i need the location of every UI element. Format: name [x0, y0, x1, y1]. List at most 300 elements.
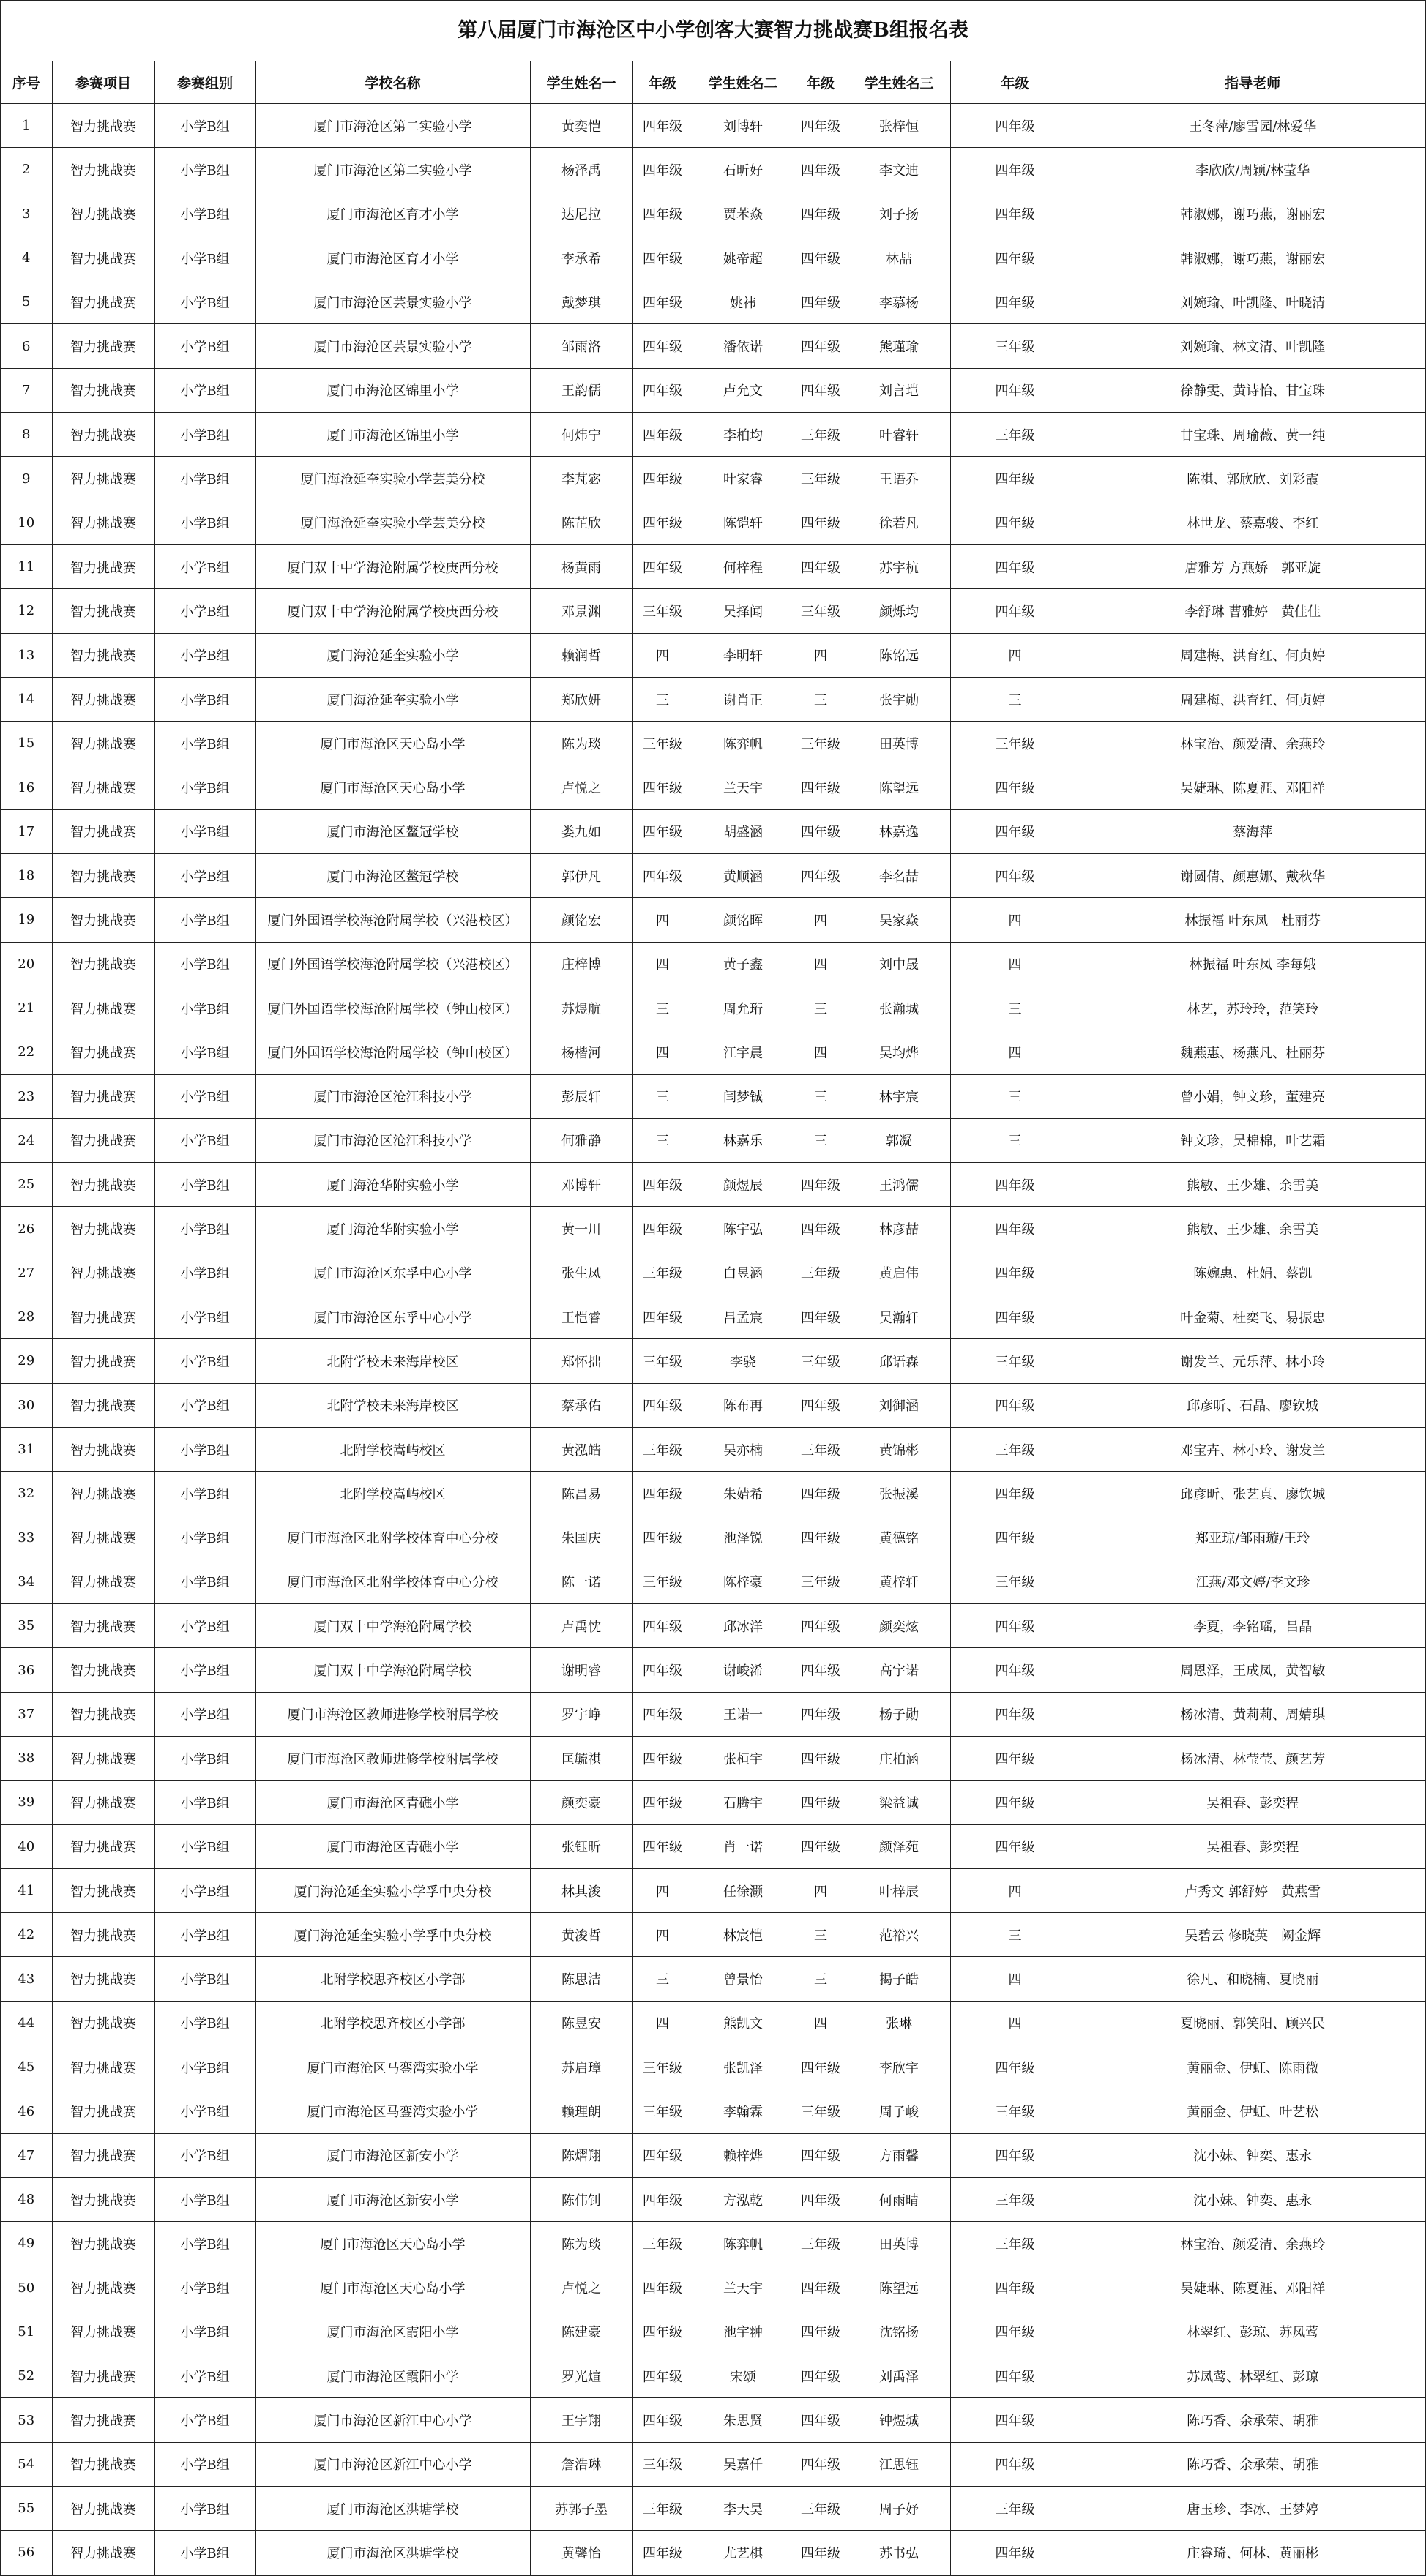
group-cell: 小学B组	[154, 722, 255, 765]
grade-1-cell: 四年级	[632, 104, 693, 148]
group-cell: 小学B组	[154, 2354, 255, 2398]
group-cell: 小学B组	[154, 2531, 255, 2575]
student-3-cell: 林喆	[848, 236, 950, 280]
group-cell: 小学B组	[154, 854, 255, 898]
advisors-cell: 黄丽金、伊虹、陈雨微	[1080, 2045, 1425, 2089]
grade-3-cell: 四年级	[950, 1472, 1080, 1516]
grade-3-cell: 四	[950, 942, 1080, 986]
grade-1-cell: 三年级	[632, 2045, 693, 2089]
school-cell: 北附学校未来海岸校区	[255, 1339, 530, 1383]
advisors-cell: 郑亚琼/邹雨璇/王玲	[1080, 1516, 1425, 1560]
table-row	[1, 2354, 1425, 2398]
group-cell: 小学B组	[154, 1824, 255, 1868]
table-row	[1, 854, 1425, 898]
student-3-cell: 杨子勋	[848, 1692, 950, 1736]
grade-1-cell: 四年级	[632, 854, 693, 898]
student-1-cell: 罗宇峥	[530, 1692, 632, 1736]
student-1-cell: 邓博轩	[530, 1163, 632, 1207]
row-index: 4	[1, 236, 52, 280]
group-cell: 小学B组	[154, 1163, 255, 1207]
grade-1-cell: 四年级	[632, 236, 693, 280]
grade-1-cell: 四	[632, 1913, 693, 1957]
group-cell: 小学B组	[154, 1030, 255, 1074]
advisors-cell: 谢发兰、元乐萍、林小玲	[1080, 1339, 1425, 1383]
row-index: 39	[1, 1781, 52, 1824]
advisors-cell: 周恩泽，王成凤，黄智敏	[1080, 1648, 1425, 1692]
table-row	[1, 1692, 1425, 1736]
student-1-cell: 卢悦之	[530, 2266, 632, 2310]
event-cell: 智力挑战赛	[52, 854, 154, 898]
student-2-cell: 卢允文	[693, 368, 794, 412]
row-index: 13	[1, 633, 52, 677]
row-index: 49	[1, 2222, 52, 2266]
grade-2-cell: 三	[794, 986, 848, 1030]
event-cell: 智力挑战赛	[52, 2045, 154, 2089]
row-index: 18	[1, 854, 52, 898]
student-2-cell: 贾苯焱	[693, 192, 794, 236]
grade-3-cell: 三年级	[950, 2222, 1080, 2266]
row-index: 9	[1, 457, 52, 501]
student-1-cell: 达尼拉	[530, 192, 632, 236]
grade-1-cell: 四年级	[632, 2177, 693, 2221]
grade-2-cell: 四年级	[794, 2398, 848, 2442]
grade-2-cell: 四年级	[794, 236, 848, 280]
student-2-cell: 何梓程	[693, 544, 794, 588]
student-3-cell: 颜烁均	[848, 589, 950, 633]
advisors-cell: 刘婉瑜、叶凯隆、叶晓清	[1080, 280, 1425, 324]
school-cell: 厦门市海沧区东孚中心小学	[255, 1251, 530, 1295]
event-cell: 智力挑战赛	[52, 2001, 154, 2045]
advisors-cell: 唐玉珍、李冰、王梦婷	[1080, 2487, 1425, 2531]
grade-2-cell: 四年级	[794, 765, 848, 809]
event-cell: 智力挑战赛	[52, 1692, 154, 1736]
grade-1-cell: 四年级	[632, 809, 693, 853]
student-2-cell: 吴嘉仟	[693, 2442, 794, 2486]
table-row	[1, 324, 1425, 368]
row-index: 46	[1, 2089, 52, 2133]
grade-1-cell: 四年级	[632, 2531, 693, 2575]
row-index: 30	[1, 1383, 52, 1427]
table-row	[1, 280, 1425, 324]
event-cell: 智力挑战赛	[52, 2442, 154, 2486]
grade-3-cell: 四年级	[950, 1295, 1080, 1339]
grade-3-cell: 四年级	[950, 501, 1080, 544]
student-2-cell: 池泽锐	[693, 1516, 794, 1560]
school-cell: 厦门双十中学海沧附属学校	[255, 1648, 530, 1692]
group-cell: 小学B组	[154, 2177, 255, 2221]
school-cell: 厦门市海沧区鳌冠学校	[255, 809, 530, 853]
table-row	[1, 2442, 1425, 2486]
school-cell: 厦门市海沧区新安小学	[255, 2133, 530, 2177]
row-index: 26	[1, 1207, 52, 1251]
advisors-cell: 韩淑娜，谢巧燕，谢丽宏	[1080, 236, 1425, 280]
student-2-cell: 陈宇弘	[693, 1207, 794, 1251]
event-cell: 智力挑战赛	[52, 2487, 154, 2531]
group-cell: 小学B组	[154, 2089, 255, 2133]
event-cell: 智力挑战赛	[52, 104, 154, 148]
student-2-cell: 任徐灏	[693, 1868, 794, 1912]
school-cell: 厦门市海沧区教师进修学校附属学校	[255, 1736, 530, 1780]
advisors-cell: 熊敏、王少雄、余雪美	[1080, 1163, 1425, 1207]
table-row	[1, 1472, 1425, 1516]
student-2-cell: 陈弈帆	[693, 722, 794, 765]
advisors-cell: 杨冰清、林莹莹、颜艺芳	[1080, 1736, 1425, 1780]
student-3-cell: 刘御涵	[848, 1383, 950, 1427]
student-3-cell: 颜奕炫	[848, 1604, 950, 1648]
grade-3-cell: 四年级	[950, 854, 1080, 898]
group-cell: 小学B组	[154, 501, 255, 544]
event-cell: 智力挑战赛	[52, 2354, 154, 2398]
student-3-cell: 张梓恒	[848, 104, 950, 148]
advisors-cell: 林振福 叶东凤 李每娥	[1080, 942, 1425, 986]
group-cell: 小学B组	[154, 192, 255, 236]
group-cell: 小学B组	[154, 1516, 255, 1560]
event-cell: 智力挑战赛	[52, 324, 154, 368]
student-2-cell: 颜铭晖	[693, 898, 794, 942]
group-cell: 小学B组	[154, 1472, 255, 1516]
student-2-cell: 吕孟宸	[693, 1295, 794, 1339]
grade-3-cell: 四年级	[950, 1516, 1080, 1560]
student-2-cell: 陈梓豪	[693, 1560, 794, 1603]
row-index: 19	[1, 898, 52, 942]
col-header-grade-1: 年级	[632, 61, 693, 104]
school-cell: 厦门双十中学海沧附属学校庚西分校	[255, 589, 530, 633]
student-2-cell: 黄顺涵	[693, 854, 794, 898]
grade-3-cell: 四	[950, 1030, 1080, 1074]
grade-2-cell: 三年级	[794, 1339, 848, 1383]
school-cell: 厦门市海沧区芸景实验小学	[255, 324, 530, 368]
student-3-cell: 庄柏涵	[848, 1736, 950, 1780]
school-cell: 厦门海沧华附实验小学	[255, 1163, 530, 1207]
table-row	[1, 501, 1425, 544]
grade-2-cell: 三	[794, 1957, 848, 2001]
row-index: 10	[1, 501, 52, 544]
student-2-cell: 林嘉乐	[693, 1118, 794, 1162]
table-row	[1, 368, 1425, 412]
student-3-cell: 叶睿轩	[848, 413, 950, 457]
student-1-cell: 娄九如	[530, 809, 632, 853]
student-2-cell: 谢肖正	[693, 677, 794, 721]
event-cell: 智力挑战赛	[52, 765, 154, 809]
student-1-cell: 张钰昕	[530, 1824, 632, 1868]
advisors-cell: 吴祖春、彭奕程	[1080, 1824, 1425, 1868]
school-cell: 厦门市海沧区沧江科技小学	[255, 1118, 530, 1162]
student-3-cell: 张振溪	[848, 1472, 950, 1516]
table-row	[1, 1251, 1425, 1295]
advisors-cell: 邓宝卉、林小玲、谢发兰	[1080, 1427, 1425, 1471]
student-3-cell: 高宇诺	[848, 1648, 950, 1692]
school-cell: 厦门海沧延奎实验小学芸美分校	[255, 457, 530, 501]
event-cell: 智力挑战赛	[52, 1030, 154, 1074]
student-2-cell: 陈铠轩	[693, 501, 794, 544]
grade-2-cell: 三	[794, 1074, 848, 1118]
advisors-cell: 周建梅、洪育红、何贞婷	[1080, 633, 1425, 677]
student-3-cell: 刘言垲	[848, 368, 950, 412]
advisors-cell: 江燕/邓文婷/李文珍	[1080, 1560, 1425, 1603]
row-index: 42	[1, 1913, 52, 1957]
school-cell: 厦门双十中学海沧附属学校庚西分校	[255, 544, 530, 588]
grade-3-cell: 四年级	[950, 2531, 1080, 2575]
grade-3-cell: 三年级	[950, 1560, 1080, 1603]
group-cell: 小学B组	[154, 633, 255, 677]
student-1-cell: 戴梦琪	[530, 280, 632, 324]
row-index: 14	[1, 677, 52, 721]
student-2-cell: 谢峻浠	[693, 1648, 794, 1692]
event-cell: 智力挑战赛	[52, 1560, 154, 1603]
student-1-cell: 李承希	[530, 236, 632, 280]
grade-2-cell: 四	[794, 633, 848, 677]
group-cell: 小学B组	[154, 1736, 255, 1780]
grade-2-cell: 三	[794, 1913, 848, 1957]
student-1-cell: 郭伊凡	[530, 854, 632, 898]
event-cell: 智力挑战赛	[52, 1383, 154, 1427]
event-cell: 智力挑战赛	[52, 898, 154, 942]
student-3-cell: 田英博	[848, 722, 950, 765]
student-3-cell: 王语乔	[848, 457, 950, 501]
grade-3-cell: 四	[950, 1957, 1080, 2001]
row-index: 6	[1, 324, 52, 368]
grade-1-cell: 三年级	[632, 1560, 693, 1603]
grade-3-cell: 四年级	[950, 1648, 1080, 1692]
grade-1-cell: 三年级	[632, 1339, 693, 1383]
group-cell: 小学B组	[154, 2310, 255, 2354]
school-cell: 厦门外国语学校海沧附属学校（兴港校区）	[255, 898, 530, 942]
grade-3-cell: 三年级	[950, 413, 1080, 457]
grade-3-cell: 四年级	[950, 1604, 1080, 1648]
event-cell: 智力挑战赛	[52, 1339, 154, 1383]
table-row	[1, 633, 1425, 677]
grade-3-cell: 四	[950, 1868, 1080, 1912]
row-index: 56	[1, 2531, 52, 2575]
advisors-cell: 夏晓丽、郭笑阳、顾兴民	[1080, 2001, 1425, 2045]
student-2-cell: 吴择闻	[693, 589, 794, 633]
grade-1-cell: 四	[632, 898, 693, 942]
row-index: 51	[1, 2310, 52, 2354]
table-row	[1, 1560, 1425, 1603]
grade-2-cell: 四年级	[794, 280, 848, 324]
group-cell: 小学B组	[154, 2487, 255, 2531]
advisors-cell: 唐雅芳 方燕娇 郭亚旋	[1080, 544, 1425, 588]
event-cell: 智力挑战赛	[52, 1736, 154, 1780]
group-cell: 小学B组	[154, 1781, 255, 1824]
student-2-cell: 邱冰洋	[693, 1604, 794, 1648]
student-1-cell: 黄一川	[530, 1207, 632, 1251]
col-header-index: 序号	[1, 61, 52, 104]
grade-1-cell: 四年级	[632, 280, 693, 324]
table-row	[1, 1648, 1425, 1692]
grade-1-cell: 四年级	[632, 765, 693, 809]
student-1-cell: 庄梓博	[530, 942, 632, 986]
registration-table	[1, 61, 1425, 2575]
advisors-cell: 林宝治、颜爱清、余燕玲	[1080, 2222, 1425, 2266]
advisors-cell: 沈小妹、钟奕、惠永	[1080, 2177, 1425, 2221]
event-cell: 智力挑战赛	[52, 986, 154, 1030]
table-row	[1, 192, 1425, 236]
group-cell: 小学B组	[154, 898, 255, 942]
grade-2-cell: 四年级	[794, 1207, 848, 1251]
event-cell: 智力挑战赛	[52, 809, 154, 853]
grade-2-cell: 三年级	[794, 722, 848, 765]
event-cell: 智力挑战赛	[52, 544, 154, 588]
grade-2-cell: 三	[794, 1118, 848, 1162]
table-row	[1, 1074, 1425, 1118]
student-3-cell: 沈铭扬	[848, 2310, 950, 2354]
row-index: 15	[1, 722, 52, 765]
school-cell: 厦门市海沧区马銮湾实验小学	[255, 2089, 530, 2133]
grade-3-cell: 三年级	[950, 2487, 1080, 2531]
school-cell: 厦门海沧华附实验小学	[255, 1207, 530, 1251]
grade-1-cell: 四年级	[632, 1824, 693, 1868]
grade-2-cell: 四年级	[794, 2133, 848, 2177]
advisors-cell: 徐静雯、黄诗怡、甘宝珠	[1080, 368, 1425, 412]
grade-3-cell: 四年级	[950, 2266, 1080, 2310]
grade-2-cell: 四年级	[794, 2310, 848, 2354]
grade-1-cell: 三	[632, 1074, 693, 1118]
col-header-student-1: 学生姓名一	[530, 61, 632, 104]
school-cell: 厦门市海沧区霞阳小学	[255, 2310, 530, 2354]
student-2-cell: 周允珩	[693, 986, 794, 1030]
table-row	[1, 148, 1425, 192]
student-3-cell: 王鸿儒	[848, 1163, 950, 1207]
grade-3-cell: 三	[950, 1118, 1080, 1162]
school-cell: 北附学校思齐校区小学部	[255, 1957, 530, 2001]
grade-1-cell: 四年级	[632, 413, 693, 457]
group-cell: 小学B组	[154, 589, 255, 633]
table-row	[1, 898, 1425, 942]
student-2-cell: 白昱涵	[693, 1251, 794, 1295]
grade-1-cell: 四年级	[632, 1472, 693, 1516]
grade-3-cell: 三年级	[950, 2177, 1080, 2221]
student-2-cell: 熊凯文	[693, 2001, 794, 2045]
grade-2-cell: 四年级	[794, 1516, 848, 1560]
event-cell: 智力挑战赛	[52, 192, 154, 236]
advisors-cell: 刘婉瑜、林文清、叶凯隆	[1080, 324, 1425, 368]
student-2-cell: 曾景怡	[693, 1957, 794, 2001]
grade-2-cell: 四年级	[794, 2442, 848, 2486]
grade-3-cell: 四年级	[950, 1781, 1080, 1824]
student-3-cell: 苏书弘	[848, 2531, 950, 2575]
school-cell: 北附学校未来海岸校区	[255, 1383, 530, 1427]
school-cell: 厦门市海沧区青礁小学	[255, 1824, 530, 1868]
event-cell: 智力挑战赛	[52, 2222, 154, 2266]
student-1-cell: 詹浩琳	[530, 2442, 632, 2486]
student-1-cell: 王韵儒	[530, 368, 632, 412]
student-2-cell: 李柏均	[693, 413, 794, 457]
grade-1-cell: 四年级	[632, 1163, 693, 1207]
row-index: 50	[1, 2266, 52, 2310]
group-cell: 小学B组	[154, 1074, 255, 1118]
grade-2-cell: 四年级	[794, 1781, 848, 1824]
event-cell: 智力挑战赛	[52, 2133, 154, 2177]
school-cell: 厦门市海沧区鳌冠学校	[255, 854, 530, 898]
student-3-cell: 刘中晟	[848, 942, 950, 986]
row-index: 44	[1, 2001, 52, 2045]
table-row	[1, 1295, 1425, 1339]
group-cell: 小学B组	[154, 809, 255, 853]
group-cell: 小学B组	[154, 1957, 255, 2001]
student-1-cell: 陈建豪	[530, 2310, 632, 2354]
event-cell: 智力挑战赛	[52, 1913, 154, 1957]
advisors-cell: 魏燕惠、杨燕凡、杜丽芬	[1080, 1030, 1425, 1074]
school-cell: 厦门市海沧区第二实验小学	[255, 148, 530, 192]
table-row	[1, 1118, 1425, 1162]
row-index: 12	[1, 589, 52, 633]
row-index: 24	[1, 1118, 52, 1162]
row-index: 25	[1, 1163, 52, 1207]
grade-1-cell: 四年级	[632, 1648, 693, 1692]
student-2-cell: 吴亦楠	[693, 1427, 794, 1471]
student-3-cell: 何雨晴	[848, 2177, 950, 2221]
group-cell: 小学B组	[154, 2442, 255, 2486]
grade-3-cell: 三	[950, 677, 1080, 721]
student-3-cell: 张宇勋	[848, 677, 950, 721]
student-1-cell: 邹雨洛	[530, 324, 632, 368]
group-cell: 小学B组	[154, 457, 255, 501]
event-cell: 智力挑战赛	[52, 2089, 154, 2133]
student-3-cell: 陈望远	[848, 2266, 950, 2310]
row-index: 3	[1, 192, 52, 236]
advisors-cell: 苏凤莺、林翠红、彭琼	[1080, 2354, 1425, 2398]
student-2-cell: 颜煜辰	[693, 1163, 794, 1207]
grade-1-cell: 四年级	[632, 544, 693, 588]
grade-3-cell: 四年级	[950, 148, 1080, 192]
advisors-cell: 杨冰清、黄莉莉、周婧琪	[1080, 1692, 1425, 1736]
group-cell: 小学B组	[154, 2133, 255, 2177]
school-cell: 厦门外国语学校海沧附属学校（兴港校区）	[255, 942, 530, 986]
row-index: 32	[1, 1472, 52, 1516]
grade-1-cell: 四年级	[632, 2310, 693, 2354]
group-cell: 小学B组	[154, 2045, 255, 2089]
grade-2-cell: 四年级	[794, 809, 848, 853]
row-index: 29	[1, 1339, 52, 1383]
event-cell: 智力挑战赛	[52, 457, 154, 501]
row-index: 54	[1, 2442, 52, 2486]
group-cell: 小学B组	[154, 1427, 255, 1471]
sheet-title: 第八届厦门市海沧区中小学创客大赛智力挑战赛B组报名表	[1, 1, 1425, 61]
grade-3-cell: 四年级	[950, 589, 1080, 633]
event-cell: 智力挑战赛	[52, 589, 154, 633]
student-2-cell: 胡盛涵	[693, 809, 794, 853]
student-2-cell: 姚祎	[693, 280, 794, 324]
grade-2-cell: 三年级	[794, 2089, 848, 2133]
event-cell: 智力挑战赛	[52, 1868, 154, 1912]
event-cell: 智力挑战赛	[52, 1251, 154, 1295]
advisors-cell: 周建梅、洪育红、何贞婷	[1080, 677, 1425, 721]
student-3-cell: 李慕杨	[848, 280, 950, 324]
student-3-cell: 林彦喆	[848, 1207, 950, 1251]
school-cell: 北附学校思齐校区小学部	[255, 2001, 530, 2045]
student-3-cell: 张瀚城	[848, 986, 950, 1030]
student-1-cell: 陈为琰	[530, 722, 632, 765]
table-row	[1, 1913, 1425, 1957]
table-row	[1, 1957, 1425, 2001]
school-cell: 厦门外国语学校海沧附属学校（钟山校区）	[255, 1030, 530, 1074]
row-index: 55	[1, 2487, 52, 2531]
student-3-cell: 江思钰	[848, 2442, 950, 2486]
school-cell: 厦门海沧延奎实验小学孚中央分校	[255, 1868, 530, 1912]
row-index: 28	[1, 1295, 52, 1339]
grade-3-cell: 三	[950, 1913, 1080, 1957]
school-cell: 厦门市海沧区天心岛小学	[255, 2266, 530, 2310]
grade-2-cell: 四年级	[794, 368, 848, 412]
table-row	[1, 1030, 1425, 1074]
school-cell: 厦门市海沧区教师进修学校附属学校	[255, 1692, 530, 1736]
grade-1-cell: 三	[632, 986, 693, 1030]
table-row	[1, 722, 1425, 765]
group-cell: 小学B组	[154, 2398, 255, 2442]
student-1-cell: 林其浚	[530, 1868, 632, 1912]
student-1-cell: 赖理朗	[530, 2089, 632, 2133]
